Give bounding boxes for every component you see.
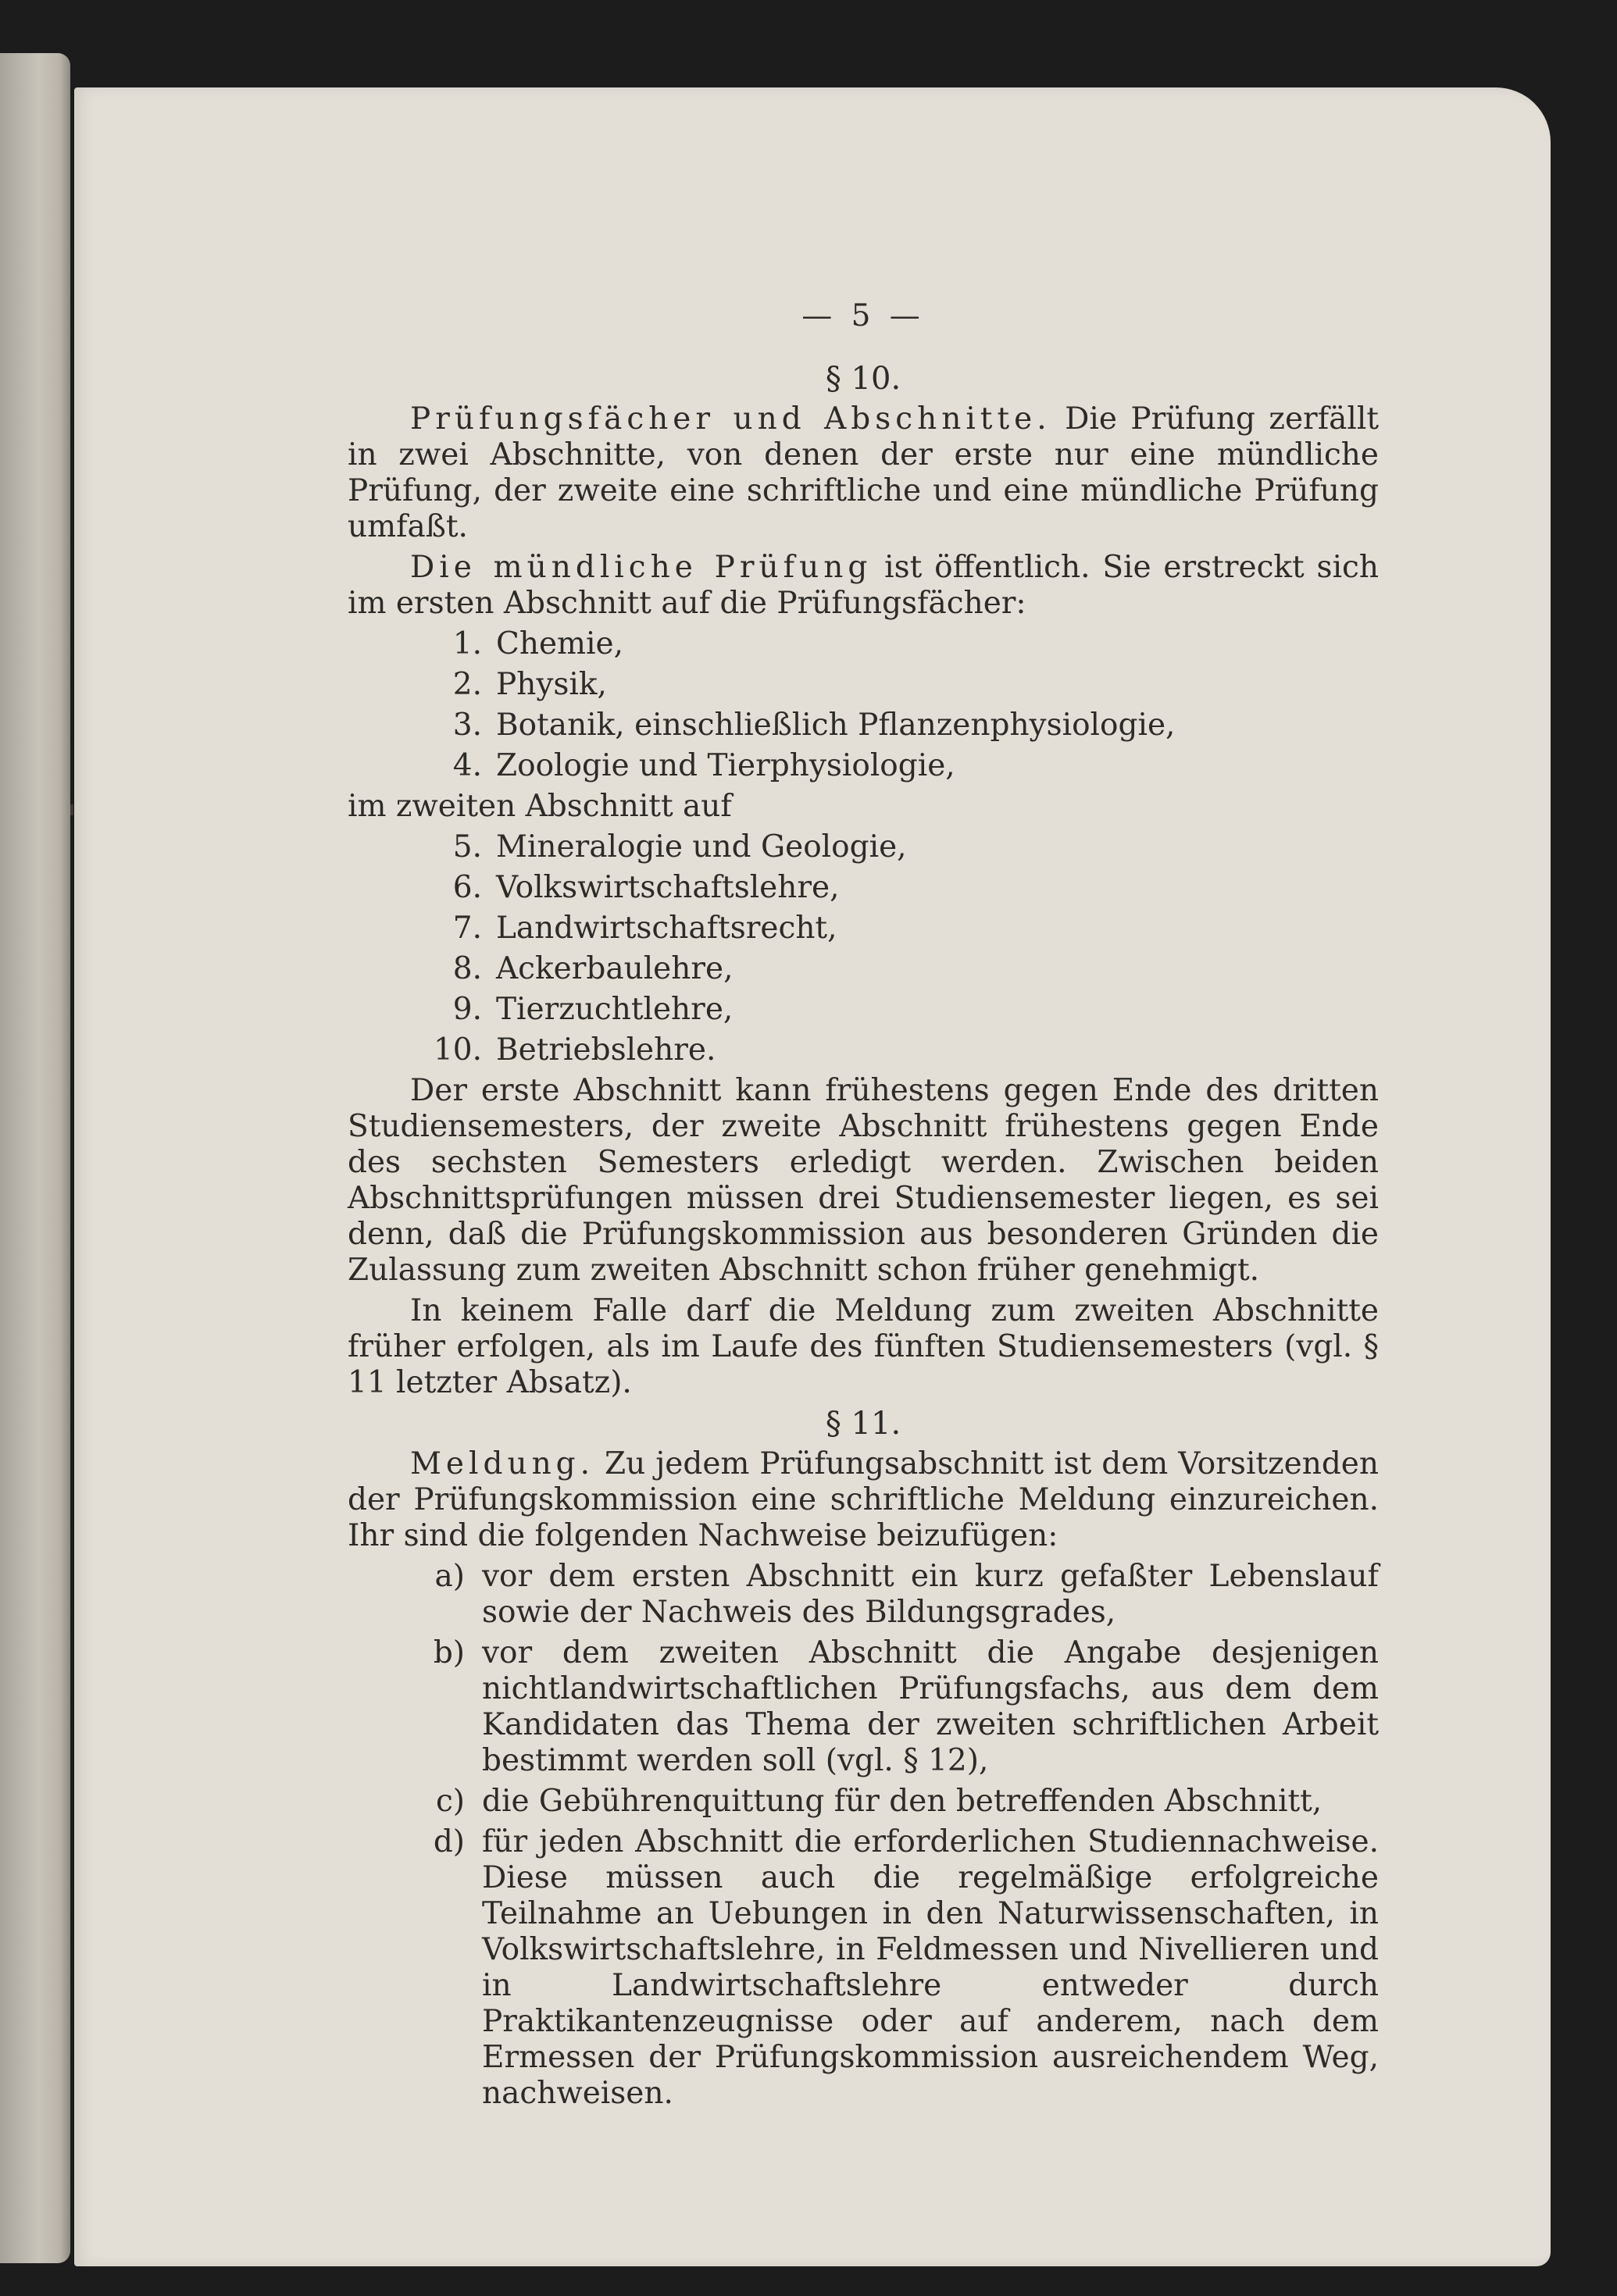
section-11-intro — [348, 1446, 1379, 1554]
section-11-intro-text: Zu jedem Prüfungsabschnitt ist dem Vorsitzenden der Prüfungskommission eine schriftliche Meldung einzureichen. Ihr sind die folgenden Nachweise beizufügen: — [348, 1446, 1379, 1553]
required-documents-list — [348, 1559, 1379, 2112]
subject-item: 6. Volkswirtschaftslehre, — [452, 870, 840, 905]
first-section-subjects — [348, 626, 1379, 784]
subject-item: 8. Ackerbaulehre, — [452, 951, 734, 986]
left-page-edge — [0, 53, 70, 2263]
subject-item: 4. Zoologie und Tierphysiologie, — [452, 748, 955, 783]
subject-item: 7. Landwirtschaftsrecht, — [452, 911, 837, 946]
section-10-oral — [348, 550, 1379, 622]
subject-item: 9. Tierzuchtlehre, — [452, 992, 734, 1027]
subject-item: 2. Physik, — [452, 667, 607, 702]
oral-exam-title: Die mündliche Prüfung — [410, 550, 873, 585]
page-number: — 5 — — [801, 298, 925, 333]
section-10-intro-text: Die Prüfung zerfällt in zwei Abschnitte, von denen der erste nur eine mündliche Prüfung, der zweite eine schriftliche und eine mündliche Prüfung umfaßt. — [348, 401, 1379, 544]
page-content — [348, 205, 1379, 2116]
subject-item: 1. Chemie, — [452, 626, 623, 661]
section-11-title: Meldung. — [410, 1446, 595, 1481]
subject-item: 3. Botanik, einschließlich Pflanzenphysiologie, — [452, 708, 1176, 743]
list-item: c) die Gebührenquittung für den betreffenden Abschnitt, — [435, 1784, 1323, 1819]
list-item: a) vor dem ersten Abschnitt ein kurz gefaßter Lebenslauf sowie der Nachweis des Bildungsgrades, — [434, 1559, 1379, 1630]
margin-mark — [70, 804, 73, 815]
timing-paragraph: Der erste Abschnitt kann frühestens gegen Ende des dritten Studiensemesters, der zweite Abschnitt frühestens gegen Ende des sechsten Semesters erledigt werden. Zwischen beiden Abschnittsprüfungen müssen drei Studiensemester liegen, es sei denn, daß die Prüfungskommission aus besonderen Gründen die Zulassung zum zweiten Abschnitt schon früher genehmigt. — [348, 1073, 1379, 1288]
section-10-title: Prüfungsfächer und Abschnitte. — [410, 401, 1051, 437]
oral-exam-text: ist öffentlich. Sie erstreckt sich im ersten Abschnitt auf die Prüfungsfächer: — [348, 550, 1379, 621]
second-section-lead: im zweiten Abschnitt auf — [348, 789, 732, 824]
list-item: d) für jeden Abschnitt die erforderlichen Studiennachweise. Diese müssen auch die regelmäßige erfolgreiche Teilnahme an Uebungen in den Naturwissenschaften, in Volkswirtschaftslehre, in Feldmessen und Nivellieren und in Landwirtschaftslehre entweder durch Praktikantenzeugnisse oder auf anderem, nach dem Ermessen der Prüfungskommission ausreichendem Weg, nachweisen. — [433, 1824, 1379, 2111]
book-page — [74, 87, 1551, 2266]
subject-item: 10. Betriebslehre. — [433, 1032, 716, 1068]
list-item: b) vor dem zweiten Abschnitt die Angabe desjenigen nichtlandwirtschaftlichen Prüfungsfachs, aus dem dem Kandidaten das Thema der zweiten schriftlichen Arbeit bestimmt werden soll (vgl. § 12), — [433, 1635, 1379, 1778]
subject-item: 5. Mineralogie und Geologie, — [452, 829, 907, 865]
restriction-paragraph: In keinem Falle darf die Meldung zum zweiten Abschnitte früher erfolgen, als im Laufe des fünften Studiensemesters (vgl. § 11 letzter Absatz). — [348, 1293, 1379, 1400]
section-11-heading: § 11. — [825, 1406, 901, 1442]
section-10-heading: § 10. — [825, 361, 901, 397]
section-10-intro — [348, 401, 1379, 545]
second-section-subjects — [348, 829, 1379, 1068]
